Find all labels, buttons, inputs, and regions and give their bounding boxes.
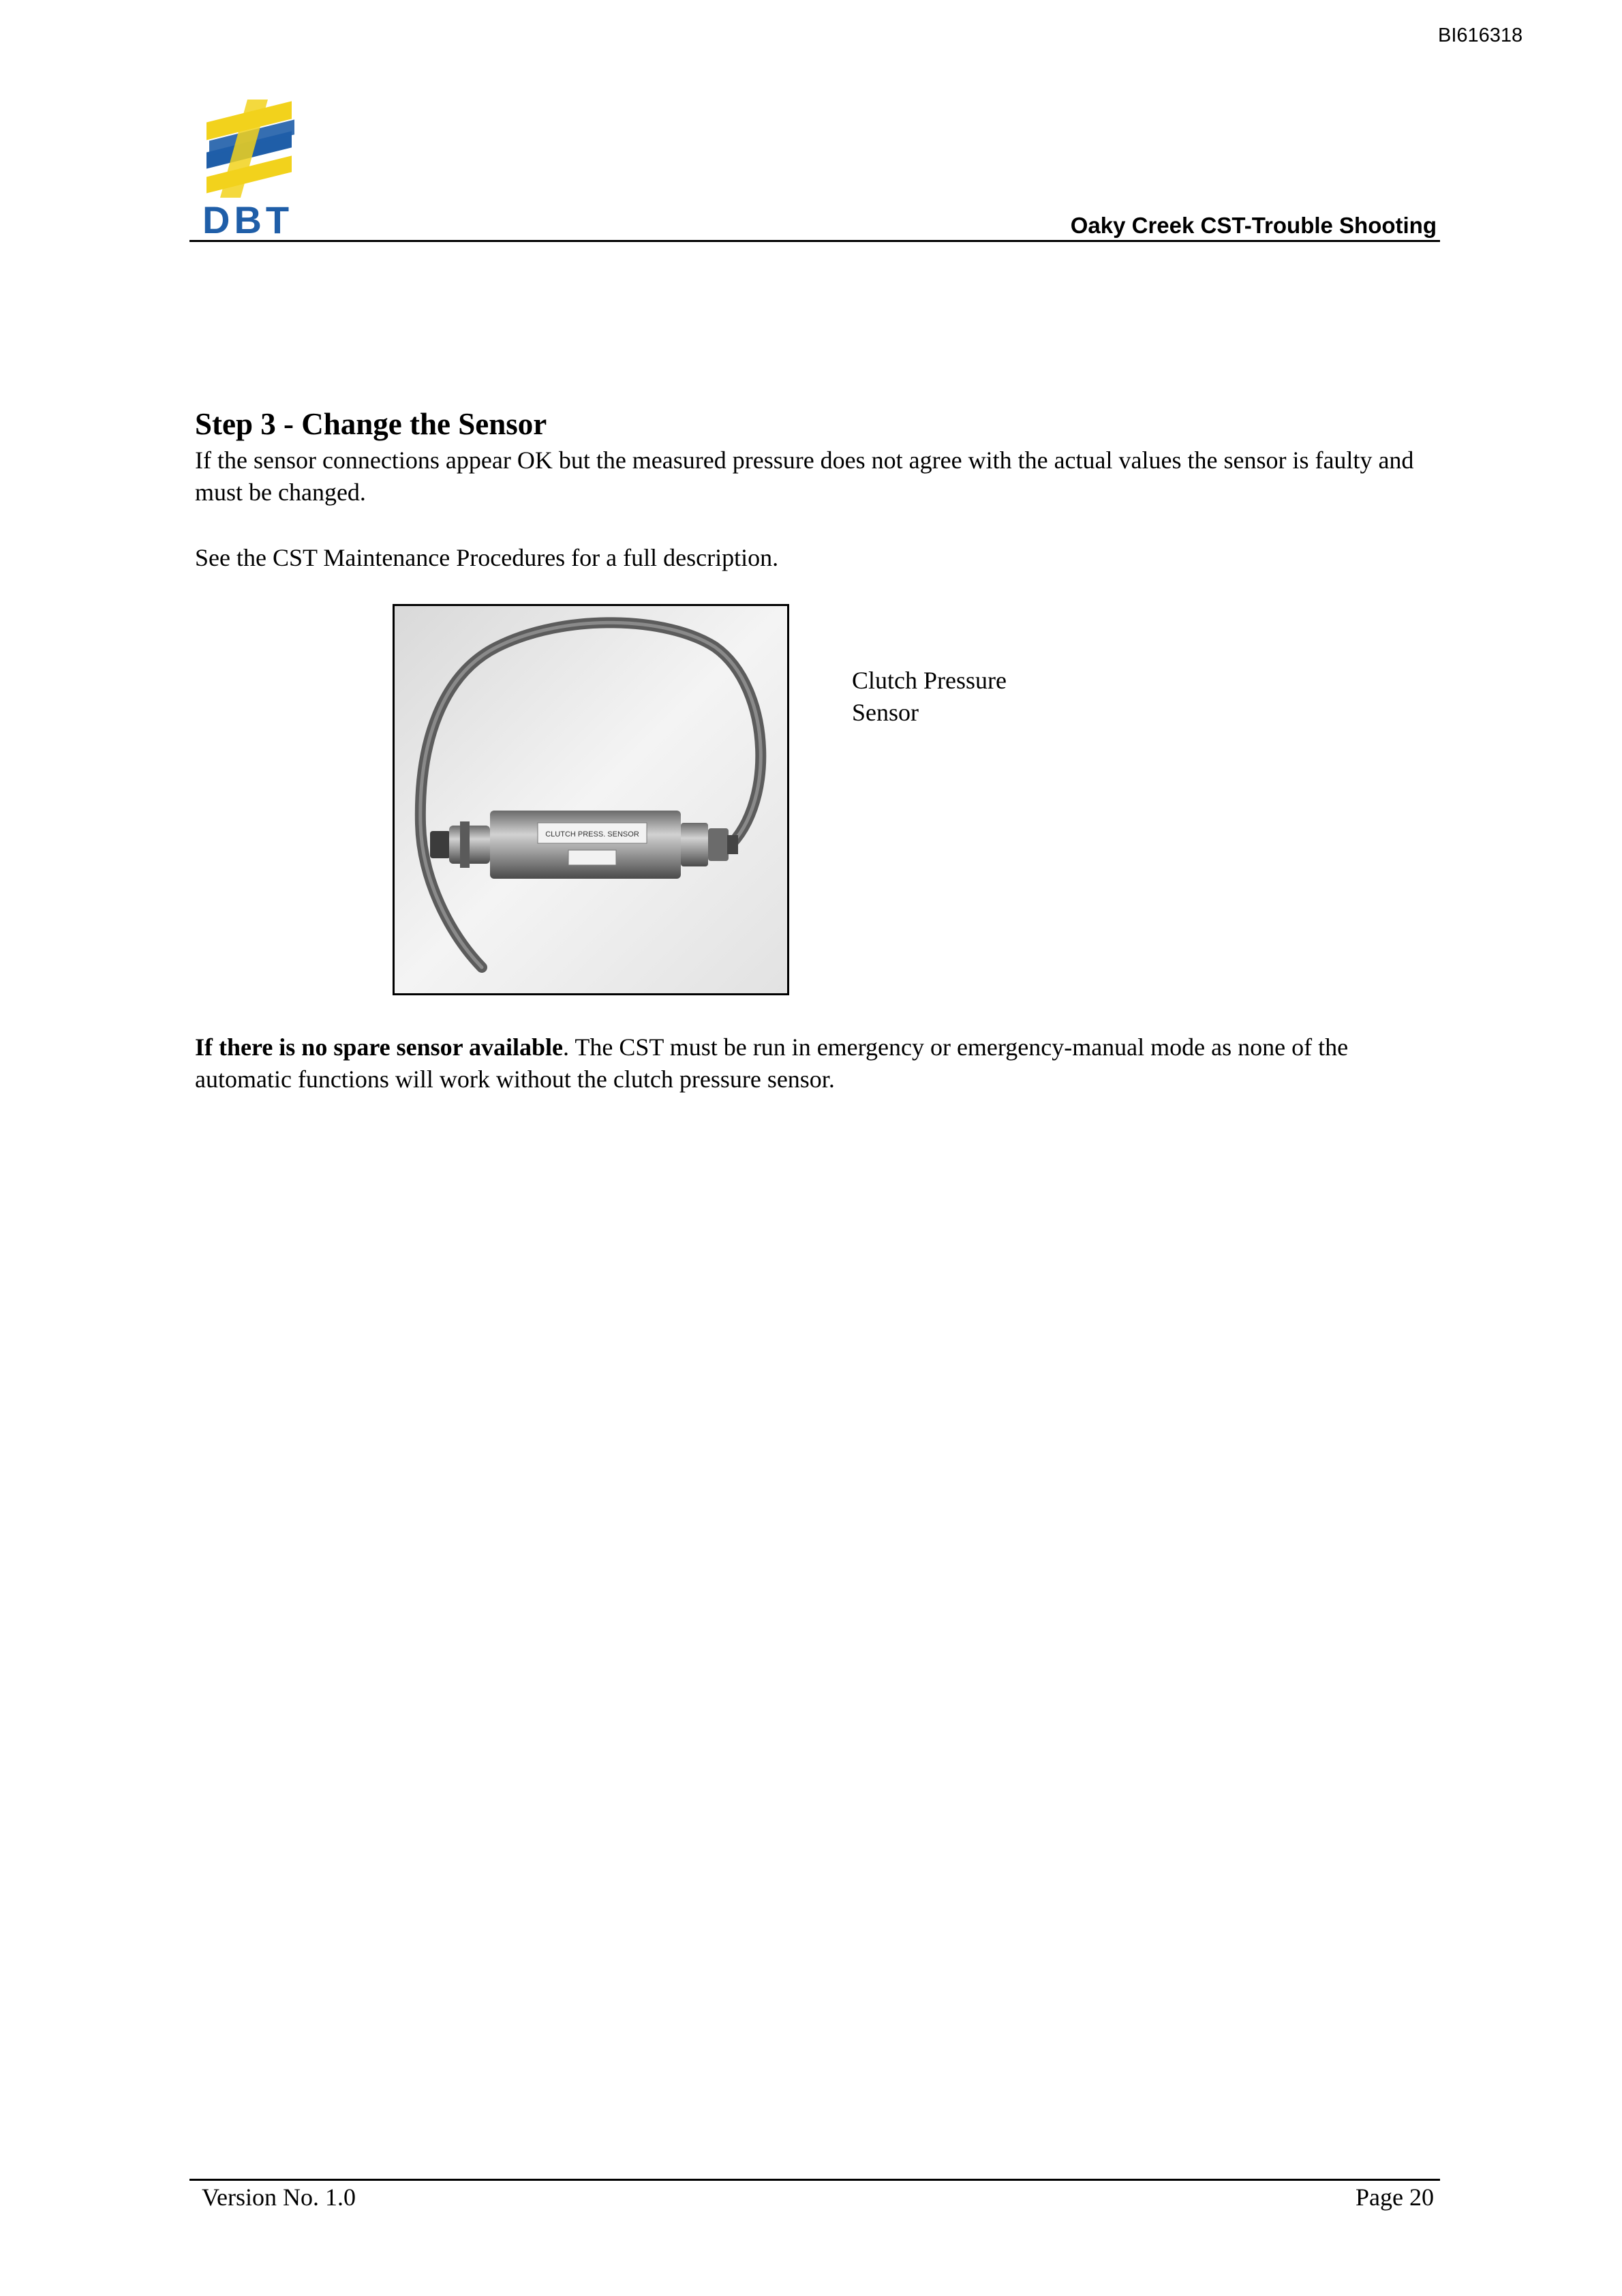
sensor-illustration [395,606,787,993]
caption-line: Sensor [852,699,919,726]
sensor-label-text: CLUTCH PRESS. SENSOR [545,830,639,839]
header-title: Oaky Creek CST-Trouble Shooting [1070,213,1437,238]
logo-emblem [206,100,294,198]
note-bold-lead: If there is no spare sensor available [195,1033,564,1061]
reference-paragraph: See the CST Maintenance Procedures for a full description. [195,544,779,571]
footer-page-number: Page 20 [1356,2184,1434,2211]
body-paragraph: If the sensor connections appear OK but the measured pressure does not agree with the actual values the sensor is faulty and must be changed. [195,447,1414,506]
header-rule [189,240,1440,242]
dbt-logo [200,95,302,239]
figure-caption [852,665,1007,729]
logo-text: DBT [202,198,294,239]
caption-line: Clutch Pressure [852,667,1007,694]
document-id: BI616318 [1438,25,1523,46]
section-heading: Step 3 - Change the Sensor [195,407,547,441]
note-text: . The CST must be run in emergency or emergency-manual mode as none of the automatic functions will work without the clutch pressure sensor. [195,1033,1349,1093]
footer-rule [189,2179,1440,2181]
footer-version: Version No. 1.0 [202,2184,356,2211]
sensor-photo [393,604,789,995]
note-paragraph [195,1031,1442,1096]
